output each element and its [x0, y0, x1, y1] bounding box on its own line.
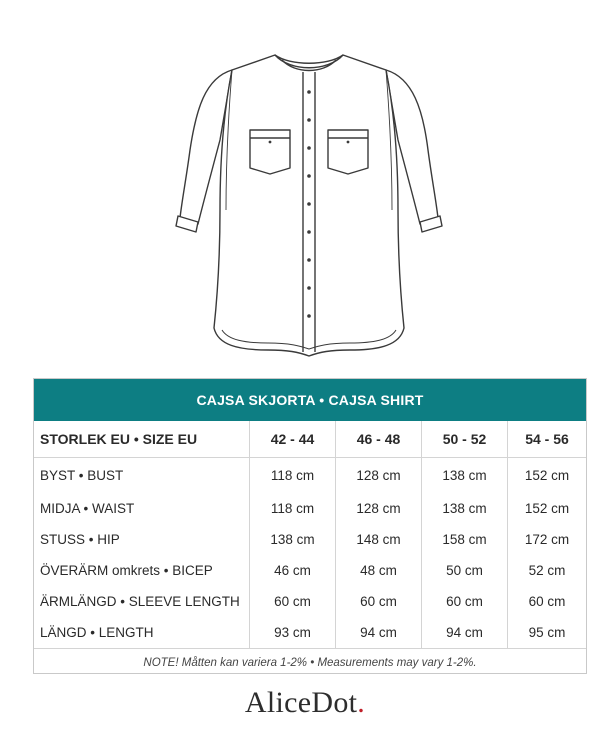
- row-value: 52 cm: [507, 555, 586, 586]
- size-header-cell: 50 - 52: [421, 421, 507, 457]
- row-value: 158 cm: [421, 524, 507, 555]
- row-label: LÄNGD • LENGTH: [40, 625, 154, 640]
- brand-name-part: Alice: [244, 686, 312, 719]
- shirt-sketch: [0, 0, 610, 372]
- brand-logo: [0, 686, 610, 720]
- row-label: ÖVERÄRM omkrets • BICEP: [40, 563, 213, 578]
- size-header-cell: 54 - 56: [507, 421, 586, 457]
- size-header-label: STORLEK EU • SIZE EU: [40, 431, 198, 447]
- row-value: 94 cm: [421, 617, 507, 648]
- row-value: 118 cm: [249, 493, 335, 524]
- row-value: 152 cm: [507, 458, 586, 493]
- row-value: 138 cm: [249, 524, 335, 555]
- row-value: 60 cm: [421, 586, 507, 617]
- row-value: 138 cm: [421, 493, 507, 524]
- row-value: 95 cm: [507, 617, 586, 648]
- row-value: 93 cm: [249, 617, 335, 648]
- row-value: 152 cm: [507, 493, 586, 524]
- row-value: 118 cm: [249, 458, 335, 493]
- table-row: [34, 586, 586, 617]
- table-title: CAJSA SKJORTA • CAJSA SHIRT: [34, 379, 586, 421]
- table-row: [34, 524, 586, 555]
- row-value: 60 cm: [249, 586, 335, 617]
- row-value: 50 cm: [421, 555, 507, 586]
- table-row: [34, 458, 586, 493]
- table-row: [34, 493, 586, 524]
- measurement-rows: [34, 457, 586, 649]
- brand-name-part: Dot: [311, 686, 358, 719]
- row-value: 172 cm: [507, 524, 586, 555]
- row-label: BYST • BUST: [40, 468, 124, 483]
- size-table: [33, 378, 587, 674]
- row-label: MIDJA • WAIST: [40, 501, 135, 516]
- row-value: 48 cm: [335, 555, 421, 586]
- measurement-note: NOTE! Måtten kan variera 1-2% • Measurements may vary 1-2%.: [143, 657, 477, 669]
- table-row: [34, 555, 586, 586]
- row-value: 46 cm: [249, 555, 335, 586]
- row-value: 60 cm: [335, 586, 421, 617]
- row-value: 60 cm: [507, 586, 586, 617]
- row-label: STUSS • HIP: [40, 532, 120, 547]
- size-header-cell: 46 - 48: [335, 421, 421, 457]
- size-header-row: [34, 421, 586, 457]
- size-header-cell: 42 - 44: [249, 421, 335, 457]
- row-value: 128 cm: [335, 458, 421, 493]
- brand-dot: .: [357, 686, 366, 719]
- row-value: 128 cm: [335, 493, 421, 524]
- table-row: [34, 617, 586, 648]
- row-value: 138 cm: [421, 458, 507, 493]
- row-value: 94 cm: [335, 617, 421, 648]
- row-value: 148 cm: [335, 524, 421, 555]
- row-label: ÄRMLÄNGD • SLEEVE LENGTH: [40, 594, 240, 609]
